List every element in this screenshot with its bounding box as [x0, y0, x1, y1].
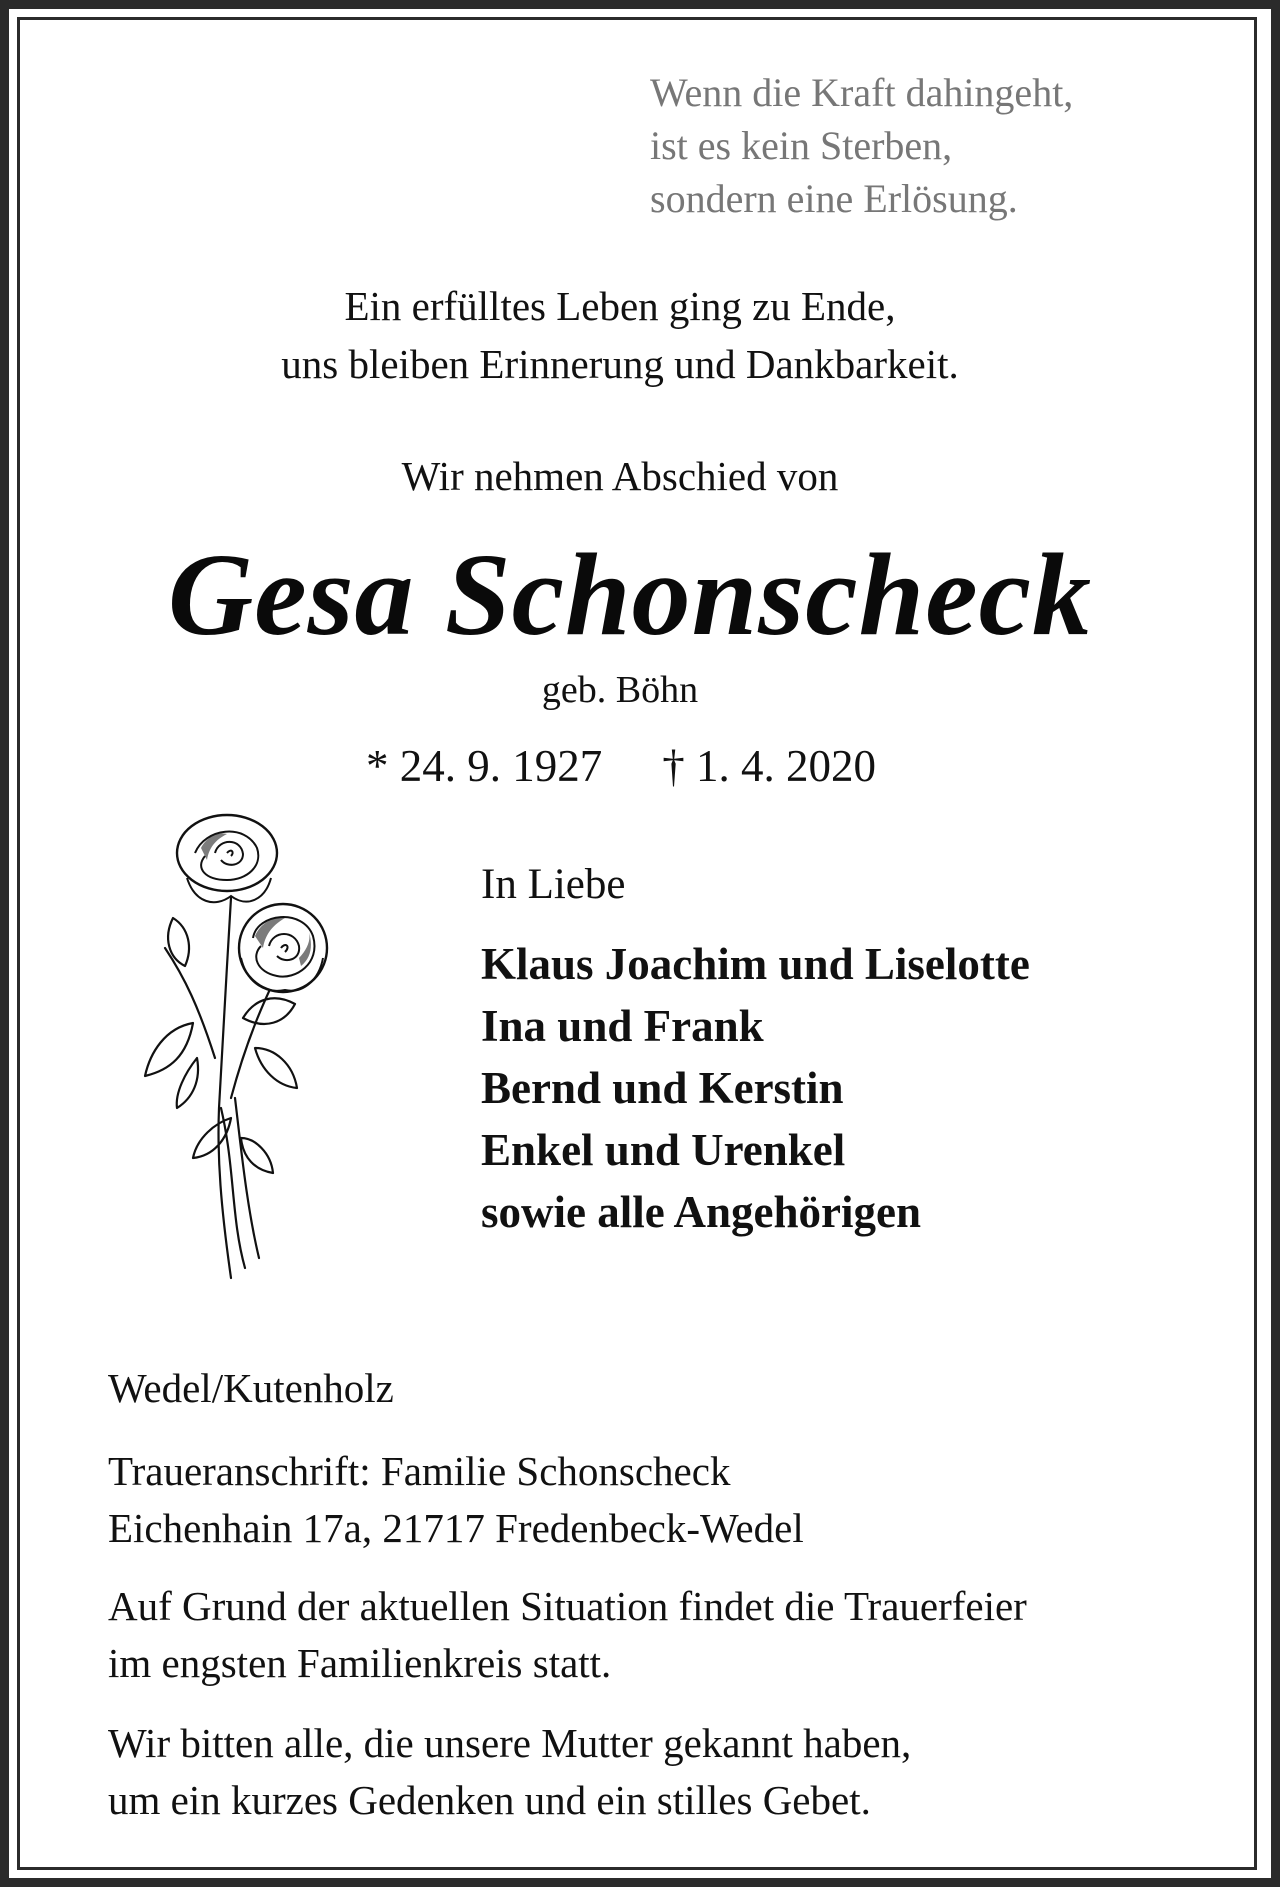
quote — [650, 66, 1073, 225]
in-love-text: In Liebe — [481, 861, 626, 908]
family-member: Ina und Frank — [481, 1001, 764, 1051]
quote-line: ist es kein Sterben, — [650, 123, 953, 168]
life-dates — [366, 740, 876, 792]
ceremony-line: Auf Grund der aktuellen Situation findet die Trauerfeier — [108, 1583, 1027, 1629]
prayer-line: Wir bitten alle, die unsere Mutter gekannt haben, — [108, 1720, 912, 1766]
family-member: Klaus Joachim und Liselotte — [481, 939, 1030, 989]
intro — [0, 277, 1260, 393]
intro-line: Ein erfülltes Leben ging zu Ende, — [344, 283, 896, 329]
address-line: Eichenhain 17a, 21717 Fredenbeck-Wedel — [108, 1505, 804, 1551]
prayer-line: um ein kurzes Gedenken und ein stilles Gebet. — [108, 1777, 871, 1823]
quote-line: sondern eine Erlösung. — [650, 176, 1018, 221]
ceremony-note — [108, 1578, 1027, 1692]
prayer-note — [108, 1715, 911, 1829]
mourning-address — [108, 1443, 804, 1557]
maiden-name: geb. Böhn — [541, 669, 699, 711]
rose-icon — [135, 808, 335, 1288]
deceased-name: Gesa Schonscheck — [168, 529, 1092, 660]
family-member: Enkel und Urenkel — [481, 1125, 846, 1175]
birth-date: * 24. 9. 1927 — [366, 741, 603, 791]
intro-line: uns bleiben Erinnerung und Dankbarkeit. — [281, 341, 959, 387]
farewell-text: Wir nehmen Abschied von — [401, 453, 839, 499]
quote-line: Wenn die Kraft dahingeht, — [650, 70, 1074, 115]
family-list — [481, 933, 1030, 1243]
family-member: Bernd und Kerstin — [481, 1063, 844, 1113]
place: Wedel/Kutenholz — [108, 1365, 394, 1411]
death-date: † 1. 4. 2020 — [662, 741, 876, 791]
ceremony-line: im engsten Familienkreis statt. — [108, 1640, 612, 1686]
family-member: sowie alle Angehörigen — [481, 1187, 921, 1237]
address-line: Traueranschrift: Familie Schonscheck — [108, 1448, 731, 1494]
